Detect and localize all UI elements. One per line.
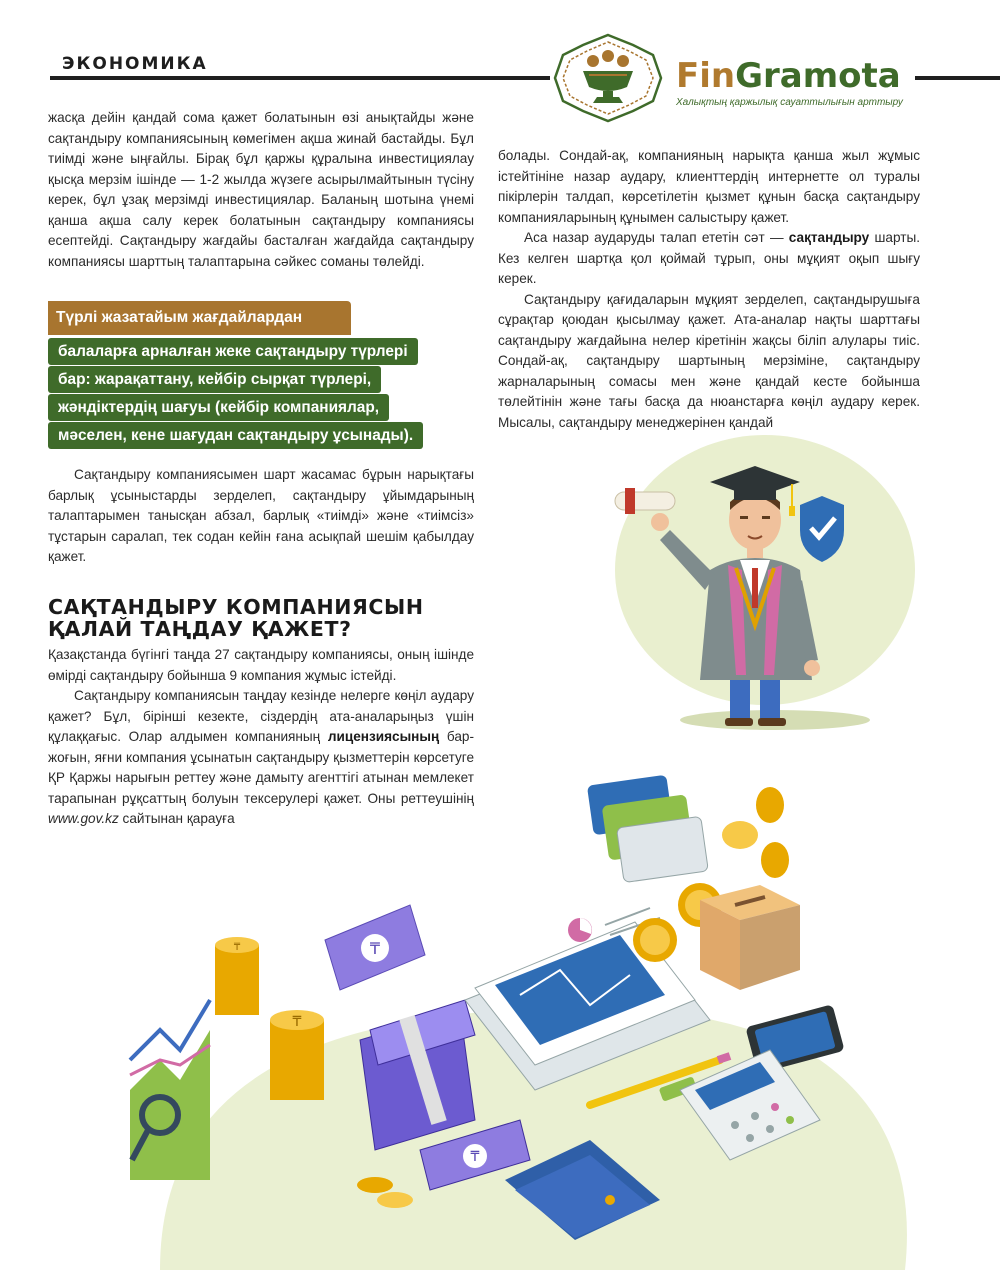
left-intro-text: жасқа дейін қандай сома қажет болатынын өзі анықтайды және сақтандыру компаниясының көмегімен ақша жинай бастайды. Бұл тиімді және ыңғайлы. Бірақ бұл қаржы құралына инвестициялау қысқа мерзім ішінде — 1-2 жылда жүзеге асырылмайтынын түсіну керек, бұл ұзақ мерзімді инвестициялар. Баланың шотына үнемі қанша ақша салу керек болатынын сақтандыру компаниясы есептейді. Сақтандыру жағдайы басталған жағдайда сақтандыру компаниясы шарттың талаптарына сәйкес соманы төлейді. — [48, 110, 474, 269]
callout-line: мәселен, кене шағудан сақтандыру ұсынады). — [48, 422, 423, 449]
header-rule-right — [915, 76, 1000, 80]
right-para2-after: шарты. Кез келген шартқа қол қоймай тұрып, оны мұқият оқып шығу керек. — [498, 230, 920, 286]
left-paragraph-2 — [48, 465, 474, 568]
callout-line: балаларға арналған жеке сақтандыру түрлері — [48, 338, 418, 365]
banknote-icon — [325, 905, 425, 990]
right-paragraph-2 — [498, 228, 920, 290]
right-para2-before: Аса назар аударуды талап ететін сәт — — [524, 230, 789, 245]
callout-body — [48, 338, 448, 450]
left-paragraph-2-text: Сақтандыру компаниясымен шарт жасамас бұрын нарықтағы барлық ұсыныстарды зерделеп, сақтандыру ұйымдарының талаптарымен танысқан абзал, барлық «тиімді» және «тиімсіз» тұстарын саралап, тек содан кейін ғана асықпай шешім қабылдау қажет. — [48, 467, 474, 564]
header-rule-left — [50, 76, 550, 80]
callout-line: жәндіктердің шағуы (кейбір компаниялар, — [48, 394, 389, 421]
para4-mid: бар-жоғын, яғни компания ұсынатын сақтандыру қызметтерін көрсетуге ҚР Қаржы нарығын реттеу және дамыту агенттігі атынан мемлекет тарапынан рұқсаттың болуын тексерулері қажет. Оны реттеушінің — [48, 729, 474, 806]
callout-title: Түрлі жазатайым жағдайлардан — [48, 301, 351, 335]
emblem-icon — [553, 33, 663, 123]
finance-illustration — [120, 760, 920, 1270]
left-intro-paragraph — [48, 108, 474, 272]
article-heading: САҚТАНДЫРУ КОМПАНИЯСЫН ҚАЛАЙ ТАҢДАУ ҚАЖЕТ? — [48, 595, 424, 641]
callout-line: бар: жарақаттану, кейбір сырқат түрлері, — [48, 366, 381, 393]
svg-text:₸: ₸ — [369, 941, 381, 958]
right-paragraph-3: Сақтандыру қағидаларын мұқият зерделеп, сақтандырушыға сұрақтар қоюдан қысылмау қажет. Ата-аналар нақты шарттағы сақтандыру жағдайына нелер кіретінін жақсы біліп алулары тиіс. Сондай-ақ, сақтандыру шартының мерзіміне, сақтандыру жарналарының сомасы мен және қандай кесте бойынша төлейтінін және тағы басқа да нюанстарға көңіл аудару керек. Мысалы, сақтандыру менеджерінен қандай — [498, 291, 920, 430]
svg-text:₸: ₸ — [470, 1148, 480, 1164]
bank-card-icon — [587, 775, 708, 883]
diploma-icon — [615, 488, 675, 514]
para4-before: Сақтандыру компаниясын таңдау кезінде нелерге көңіл аудару қажет? Бұл, бірінші кезекте, сіздердің ата-аналарыңыз үшін құлаққағыс. Олар алдымен компанияның — [48, 688, 474, 744]
contract-bold: сақтандыру — [788, 230, 870, 245]
graduate-illustration — [560, 430, 940, 750]
logo-tagline: Халықтың қаржылық сауаттылығын арттыру — [676, 97, 903, 108]
logo-gramota: Gramota — [735, 56, 901, 96]
logo-fin: Fin — [676, 56, 736, 96]
right-column — [498, 146, 920, 433]
para4-after: сайтынан қарауға — [118, 811, 235, 826]
left-paragraph-3-text: Қазақстанда бүгінгі таңда 27 сақтандыру компаниясы, оның ішінде өмірді сақтандыру бойынша 9 компания жұмыс істейді. — [48, 647, 474, 683]
growth-chart-icon — [130, 1000, 210, 1180]
money-box-icon — [700, 885, 800, 990]
logo-wordmark — [676, 56, 901, 96]
svg-text:₸: ₸ — [292, 1013, 302, 1029]
gov-site-link: www.gov.kz — [48, 811, 119, 826]
svg-text:₸: ₸ — [233, 942, 241, 953]
right-paragraph-1: болады. Сондай-ақ, компанияның нарықта қанша жыл жұмыс істейтініне назар аудару, клиенттердің интернетте ол туралы пікірлерін талдап, көрсетілетін қызмет құнын басқа сақтандыру компанияларының құнымен салыстыру қажет. — [498, 148, 920, 225]
license-bold: лицензиясының — [327, 729, 440, 744]
section-label: ЭКОНОМИКА — [62, 54, 208, 74]
